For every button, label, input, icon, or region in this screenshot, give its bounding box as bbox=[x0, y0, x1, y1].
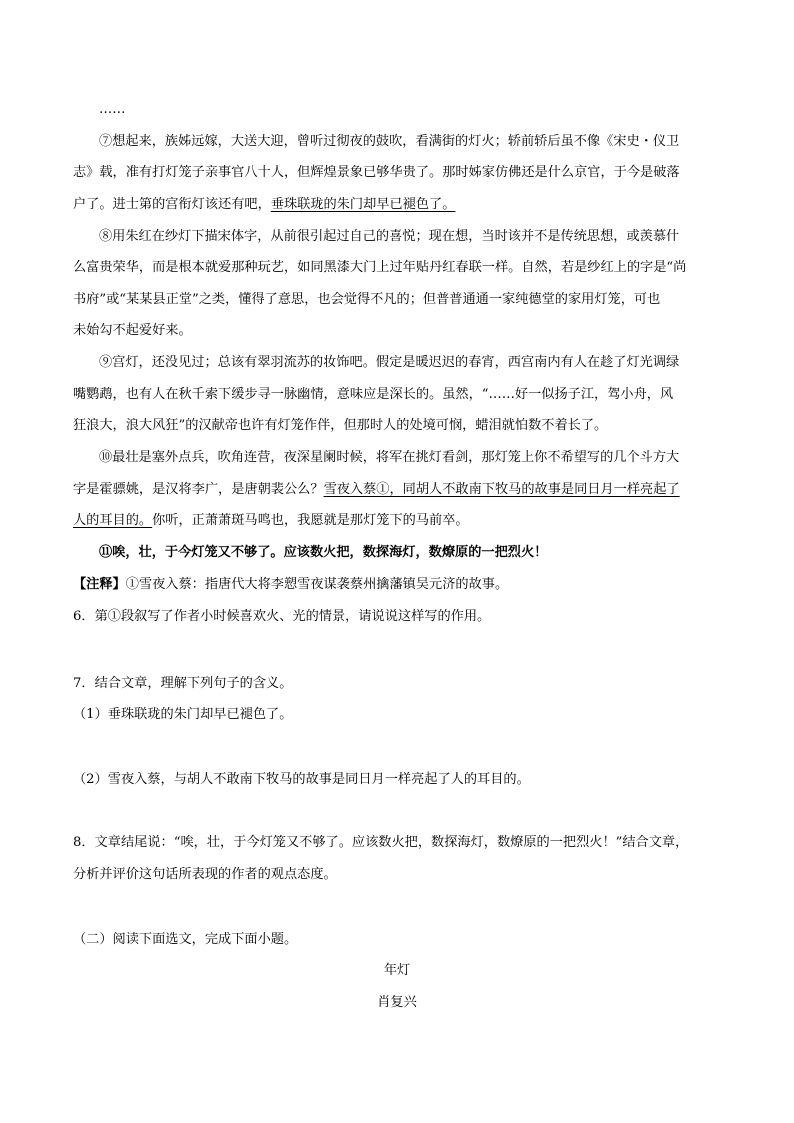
p10-underlined-sentence-part-2: 人的耳目的。 bbox=[73, 513, 153, 528]
p10-line-3-plain: 你听，正萧萧斑马鸣也，我愿就是那灯笼下的马前卒。 bbox=[152, 513, 469, 528]
p7-line-3 bbox=[73, 195, 455, 215]
p8-line-3: 书府”或“某某县正堂”之类，懂得了意思，也会觉得不凡的；但普普通通一家纯德堂的家用灯笼，可也 bbox=[73, 292, 661, 307]
p7-underlined-sentence: 垂珠联珑的朱门却早已褪色了。 bbox=[270, 197, 456, 212]
p8-line-2: 么富贵荣华，而是根本就爱那种玩艺，如同黑漆大门上过年贴丹红春联一样。自然，若是纱红上的字是“尚 bbox=[73, 260, 687, 275]
p10-line-2-plain: 字是霍骠姚，是汉将李广，是唐朝裴公么？ bbox=[73, 482, 324, 497]
question-8-line-1: 8．文章结尾说：“唉，壮，于今灯笼又不够了。应该数火把，数探海灯，数燎原的一把烈火！”结合文章， bbox=[73, 835, 689, 850]
question-7-1: （1）垂珠联珑的朱门却早已褪色了。 bbox=[73, 707, 293, 722]
p10-line-3 bbox=[73, 511, 469, 531]
p9-line-2: 嘴鹦鹉，也有人在秋千索下缓步寻一脉幽情，意味应是深长的。虽然，“……好一似扬子江，驾小舟，风 bbox=[73, 387, 674, 402]
section-2-title: 年灯 bbox=[383, 963, 411, 978]
question-7: 7．结合文章，理解下列句子的含义。 bbox=[73, 676, 293, 691]
annotation bbox=[73, 575, 508, 595]
section-2-author: 肖复兴 bbox=[377, 995, 417, 1010]
section-2-intro: （二）阅读下面选文，完成下面小题。 bbox=[73, 932, 298, 947]
p10-underlined-sentence-part-1: 雪夜入蔡①，同胡人不敢南下牧马的故事是同日月一样亮起了 bbox=[323, 482, 680, 497]
question-7-2: （2）雪夜入蔡，与胡人不敢南下牧马的故事是同日月一样亮起了人的耳目的。 bbox=[73, 772, 530, 787]
question-6: 6．第①段叙写了作者小时候喜欢火、光的情景，请说说这样写的作用。 bbox=[73, 609, 491, 624]
p9-line-1: ⑨宫灯，还没见过；总该有翠羽流苏的妆饰吧。假定是暖迟迟的春宵，西宫南内有人在趁了灯光调绿 bbox=[99, 355, 680, 370]
ellipsis: …… bbox=[99, 102, 126, 117]
p8-line-1: ⑧用朱红在纱灯下描宋体字，从前很引起过自己的喜悦；现在想，当时该并不是传统思想，或羡慕什 bbox=[99, 229, 680, 244]
annotation-text: ①雪夜入蔡：指唐代大将李愬雪夜谋袭蔡州擒藩镇吴元济的故事。 bbox=[125, 577, 509, 592]
p7-line-1: ⑦想起来，族姊远嫁，大送大迎，曾听过彻夜的鼓吹，看满街的灯火；轿前轿后虽不像《宋史・仪卫 bbox=[99, 134, 680, 149]
p7-line-3-plain: 户了。进士第的宫衔灯该还有吧， bbox=[73, 197, 271, 212]
p8-line-4: 未始勾不起爱好来。 bbox=[73, 323, 192, 338]
p10-line-2 bbox=[73, 480, 680, 500]
annotation-label: 【注释】 bbox=[73, 577, 126, 592]
question-8-line-2: 分析并评价这句话所表现的作者的观点态度。 bbox=[73, 867, 337, 882]
p10-line-1: ⑩最壮是塞外点兵，吹角连营，夜深星阑时候，将军在挑灯看剑，那灯笼上你不希望写的几个斗方大 bbox=[99, 450, 680, 465]
p7-line-2: 志》载，准有打灯笼子亲事官八十人，但辉煌景象已够华贵了。那时姊家仿佛还是什么京官，于今是破落 bbox=[73, 165, 680, 180]
p9-line-3: 狂浪大，浪大风狂”的汉献帝也许有灯笼作伴，但那时人的处境可悯，蜡泪就怕数不着长了。 bbox=[73, 418, 608, 433]
p11-line: ⑪唉，壮，于今灯笼又不够了。应该数火把，数探海灯，数燎原的一把烈火！ bbox=[99, 545, 548, 560]
